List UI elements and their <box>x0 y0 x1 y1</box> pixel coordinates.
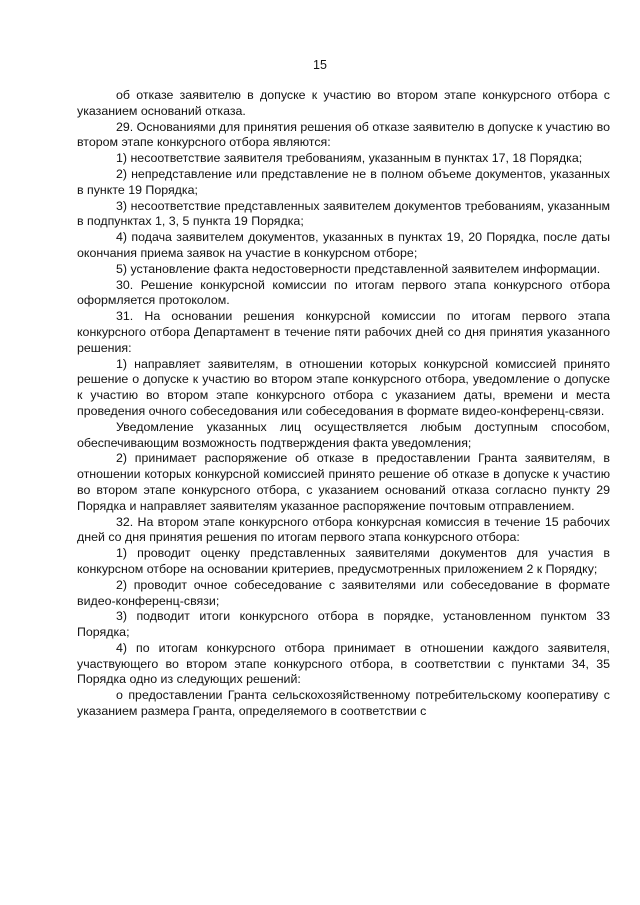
paragraph-29-item-1: 1) несоответствие заявителя требованиям, указанным в пунктах 17, 18 Порядка; <box>116 151 583 166</box>
paragraph-31-notice: Уведомление указанных лиц осуществляется любым доступным способом, обеспечивающим возможность подтверждения факта уведомления; <box>77 419 610 450</box>
paragraph-30: 30. Решение конкурсной комиссии по итогам первого этапа конкурсного отбора оформляется протоколом. <box>77 277 610 308</box>
document-body <box>77 88 610 720</box>
paragraph-31-item-1: 1) направляет заявителям, в отношении которых конкурсной комиссией принято решение о допуске к участию во втором этапе конкурсного отбора, уведомление о допуске к участию во втором этапе конкурсного отбора с указанием даты, времени и места проведения очного собеседования или собеседования в формате видео-конференц-связи. <box>77 356 610 418</box>
paragraph-32-item-1: 1) проводит оценку представленных заявителями документов для участия в конкурсном отборе на основании критериев, предусмотренных приложением 2 к Порядку; <box>77 546 610 576</box>
paragraph-32: 32. На втором этапе конкурсного отбора конкурсная комиссия в течение 15 рабочих дней со дня принятия решения по итогам первого этапа конкурсного отбора: <box>77 514 610 545</box>
paragraph-31-item-2: 2) принимает распоряжение об отказе в предоставлении Гранта заявителям, в отношении которых конкурсной комиссией принято решение об отказе в допуске к участию во втором этапе конкурсного отбора, с указанием оснований отказа согласно пункту 29 Порядка и направляет заявителям указанное распоряжение почтовым отправлением. <box>77 451 610 513</box>
page-number: 15 <box>313 58 327 72</box>
paragraph-31: 31. На основании решения конкурсной комиссии по итогам первого этапа конкурсного отбора Департамент в течение пяти рабочих дней со дня принятия указанного решения: <box>77 309 610 355</box>
paragraph-32-item-2: 2) проводит очное собеседование с заявителями или собеседование в формате видео-конференц-связи; <box>77 577 610 608</box>
paragraph-32-item-4: 4) по итогам конкурсного отбора принимает в отношении каждого заявителя, участвующего во втором этапе конкурсного отбора, в соответствии с пунктами 34, 35 Порядка одно из следующих решений: <box>77 640 610 687</box>
paragraph-29-item-5: 5) установление факта недостоверности представленной заявителем информации. <box>116 261 601 276</box>
paragraph-29-item-4: 4) подача заявителем документов, указанных в пунктах 19, 20 Порядка, после даты окончания приема заявок на участие в конкурсном отборе; <box>77 230 610 260</box>
paragraph-29: 29. Основаниями для принятия решения об отказе заявителю в допуске к участию во втором этапе конкурсного отбора являются: <box>77 119 610 150</box>
paragraph-32-item-3: 3) подводит итоги конкурсного отбора в порядке, установленном пунктом 33 Порядка; <box>77 609 610 640</box>
paragraph-29-item-3: 3) несоответствие представленных заявителем документов требованиям, указанным в подпунктах 1, 3, 5 пункта 19 Порядка; <box>77 198 610 229</box>
paragraph-decision-option: о предоставлении Гранта сельскохозяйственному потребительскому кооперативу с указанием размера Гранта, определяемого в соответствии с <box>77 688 610 719</box>
paragraph-29-item-2: 2) непредставление или представление не в полном объеме документов, указанных в пункте 19 Порядка; <box>77 166 610 197</box>
paragraph-continuation: об отказе заявителю в допуске к участию во втором этапе конкурсного отбора с указанием оснований отказа. <box>77 88 610 118</box>
